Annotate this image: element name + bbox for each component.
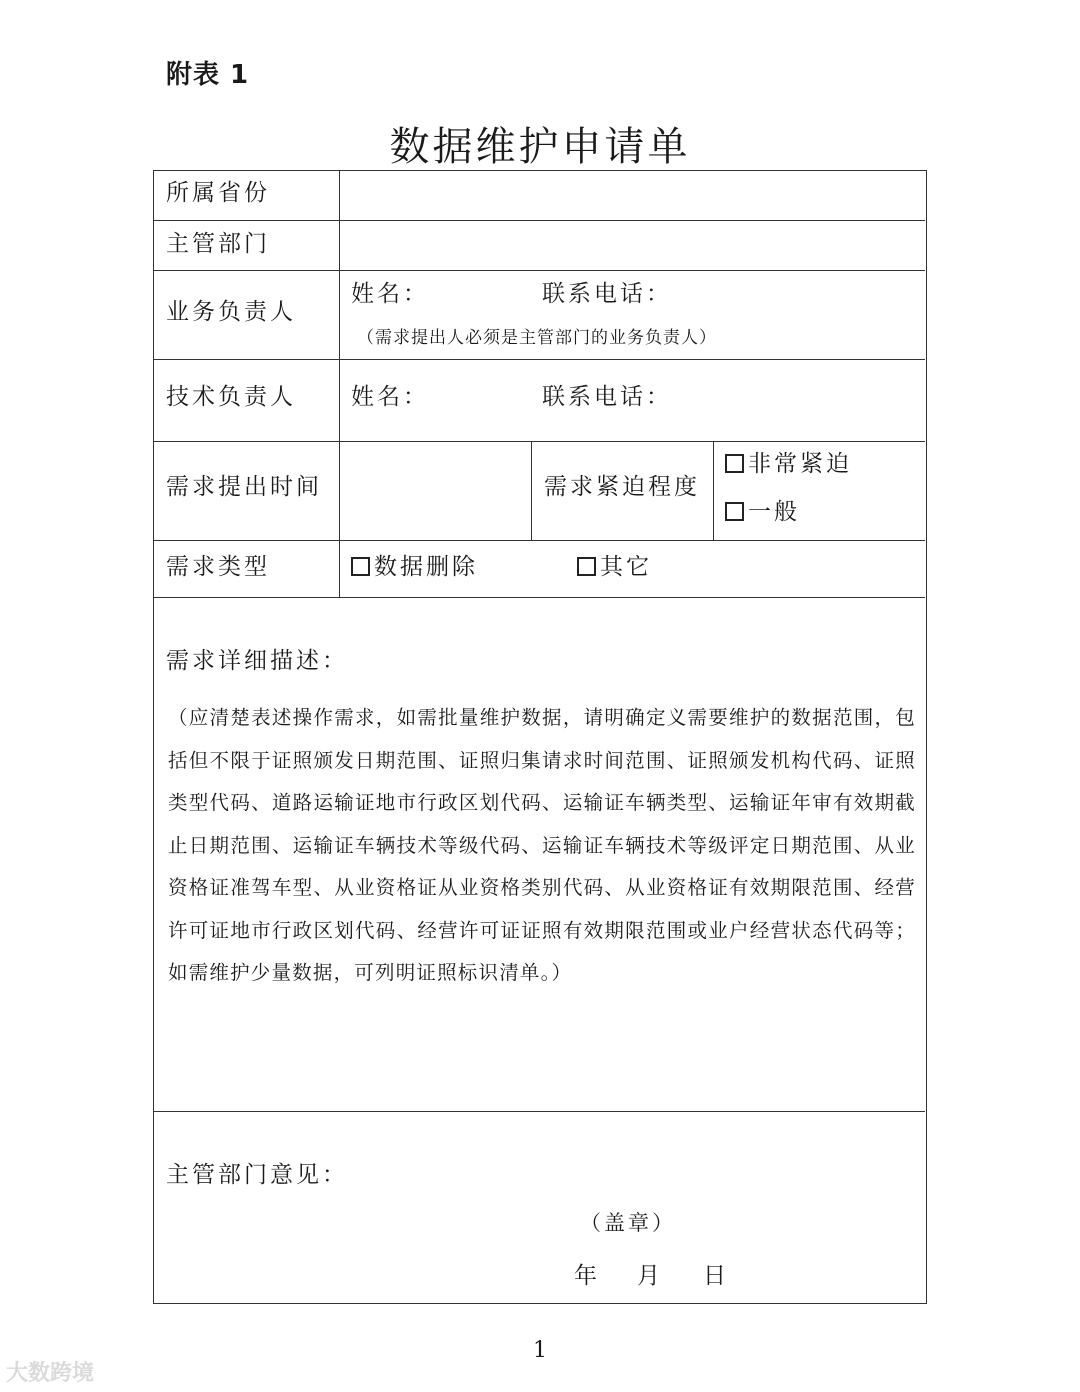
description-section <box>154 597 925 1111</box>
business-name-label: 姓名： <box>351 281 429 307</box>
department-label: 主管部门 <box>166 231 270 257</box>
tech-owner-label: 技术负责人 <box>166 384 296 410</box>
type-option-label: 数据删除 <box>374 554 478 580</box>
business-owner-note: （需求提出人必须是主管部门的业务负责人） <box>357 328 717 348</box>
urgency-option-label: 非常紧迫 <box>748 451 852 477</box>
opinion-heading: 主管部门意见： <box>166 1162 348 1188</box>
urgency-option-urgent[interactable] <box>725 445 852 478</box>
department-field[interactable] <box>342 223 924 269</box>
description-instructions: （应清楚表述操作需求，如需批量维护数据，请明确定义需要维护的数据范围，包括但不限于证照颁发日期范围、证照归集请求时间范围、证照颁发机构代码、证照类型代码、道路运输证地市行政区划代码、运输证车辆类型、运输证年审有效期截止日期范围、运输证车辆技术等级代码、运输证车辆技术等级评定日期范围、从业资格证准驾车型、从业资格证从业资格类别代码、从业资格证有效期限范围、经营许可证地市行政区划代码、经营许可证证照有效期限范围或业户经营状态代码等；如需维护少量数据，可列明证照标识清单。） <box>168 706 916 984</box>
row-divider <box>154 270 925 271</box>
checkbox-icon[interactable] <box>351 557 370 576</box>
watermark-logo: 大数跨境 <box>6 1361 95 1386</box>
checkbox-icon[interactable] <box>577 557 596 576</box>
row-divider <box>154 220 925 221</box>
type-option-label: 其它 <box>600 554 652 580</box>
request-time-label: 需求提出时间 <box>166 474 322 500</box>
tech-name-label: 姓名： <box>351 384 429 410</box>
request-time-field[interactable] <box>342 444 530 539</box>
appendix-label: 附表 1 <box>166 60 250 90</box>
checkbox-icon[interactable] <box>725 454 744 473</box>
description-heading: 需求详细描述： <box>166 648 348 674</box>
page-number: 1 <box>533 1338 547 1363</box>
business-owner-label: 业务负责人 <box>166 299 296 325</box>
row-divider <box>154 540 925 541</box>
column-divider <box>531 441 532 540</box>
date-day-label: 日 <box>703 1263 729 1289</box>
seal-label: （盖章） <box>580 1211 676 1235</box>
page-title: 数据维护申请单 <box>389 124 691 170</box>
date-year-label: 年 <box>574 1263 600 1289</box>
business-phone-label: 联系电话： <box>542 281 672 307</box>
type-option-delete[interactable] <box>351 548 478 581</box>
checkbox-icon[interactable] <box>725 502 744 521</box>
row-divider <box>154 359 925 360</box>
row-divider <box>154 441 925 442</box>
column-divider <box>339 171 340 597</box>
province-label: 所属省份 <box>166 180 270 206</box>
request-type-label: 需求类型 <box>166 554 270 580</box>
urgency-option-label: 一般 <box>748 499 800 525</box>
opinion-section <box>154 1111 925 1303</box>
application-form-table <box>153 170 927 1304</box>
date-month-label: 月 <box>637 1263 663 1289</box>
column-divider <box>713 441 714 540</box>
urgency-label: 需求紧迫程度 <box>544 474 700 500</box>
urgency-option-normal[interactable] <box>725 493 800 526</box>
type-option-other[interactable] <box>577 548 652 581</box>
tech-phone-label: 联系电话： <box>542 384 672 410</box>
province-field[interactable] <box>342 173 924 219</box>
